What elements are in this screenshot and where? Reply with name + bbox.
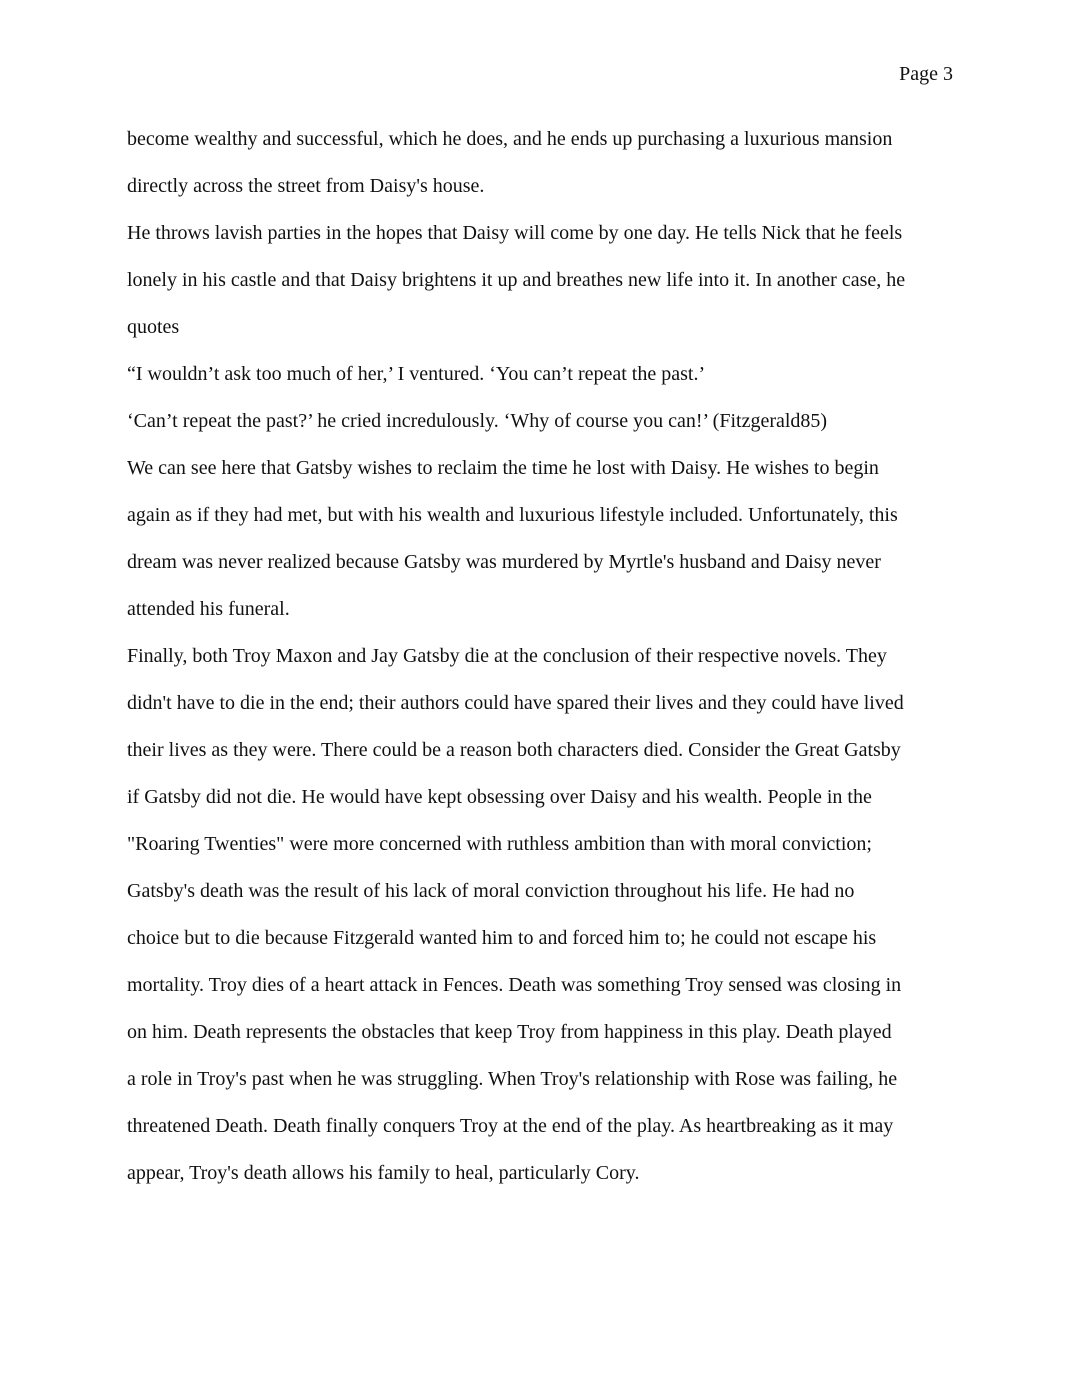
text-line: their lives as they were. There could be a reason both characters died. Consider the Great Gatsby bbox=[127, 739, 901, 761]
text-line: become wealthy and successful, which he does, and he ends up purchasing a luxurious mansion bbox=[127, 128, 893, 150]
text-line: He throws lavish parties in the hopes that Daisy will come by one day. He tells Nick that he feels bbox=[127, 222, 903, 244]
text-line: lonely in his castle and that Daisy brightens it up and breathes new life into it. In another case, he bbox=[127, 269, 906, 291]
text-line: “I wouldn’t ask too much of her,’ I ventured. ‘You can’t repeat the past.’ bbox=[127, 363, 706, 385]
text-line: directly across the street from Daisy's house. bbox=[127, 175, 485, 197]
text-line: on him. Death represents the obstacles that keep Troy from happiness in this play. Death played bbox=[127, 1021, 892, 1043]
text-line: threatened Death. Death finally conquers Troy at the end of the play. As heartbreaking as it may bbox=[127, 1115, 894, 1137]
page-number: Page 3 bbox=[899, 63, 953, 85]
text-line: "Roaring Twenties" were more concerned with ruthless ambition than with moral conviction; bbox=[127, 833, 872, 855]
text-line: mortality. Troy dies of a heart attack in Fences. Death was something Troy sensed was closing in bbox=[127, 974, 902, 996]
document-body bbox=[127, 126, 967, 1207]
text-line: quotes bbox=[127, 316, 180, 338]
text-line: attended his funeral. bbox=[127, 598, 290, 620]
text-line: if Gatsby did not die. He would have kept obsessing over Daisy and his wealth. People in the bbox=[127, 786, 872, 808]
text-line: Gatsby's death was the result of his lack of moral conviction throughout his life. He had no bbox=[127, 880, 855, 902]
text-line: again as if they had met, but with his wealth and luxurious lifestyle included. Unfortunately, this bbox=[127, 504, 898, 526]
text-line: Finally, both Troy Maxon and Jay Gatsby die at the conclusion of their respective novels. They bbox=[127, 645, 887, 667]
text-line: dream was never realized because Gatsby was murdered by Myrtle's husband and Daisy never bbox=[127, 551, 881, 573]
text-line: We can see here that Gatsby wishes to reclaim the time he lost with Daisy. He wishes to begin bbox=[127, 457, 879, 479]
text-line: ‘Can’t repeat the past?’ he cried incredulously. ‘Why of course you can!’ (Fitzgerald85) bbox=[127, 410, 828, 432]
text-line: choice but to die because Fitzgerald wanted him to and forced him to; he could not escape his bbox=[127, 927, 877, 949]
text-line: a role in Troy's past when he was struggling. When Troy's relationship with Rose was failing, he bbox=[127, 1068, 898, 1090]
text-line: appear, Troy's death allows his family to heal, particularly Cory. bbox=[127, 1162, 640, 1184]
text-line: didn't have to die in the end; their authors could have spared their lives and they could have lived bbox=[127, 692, 904, 714]
